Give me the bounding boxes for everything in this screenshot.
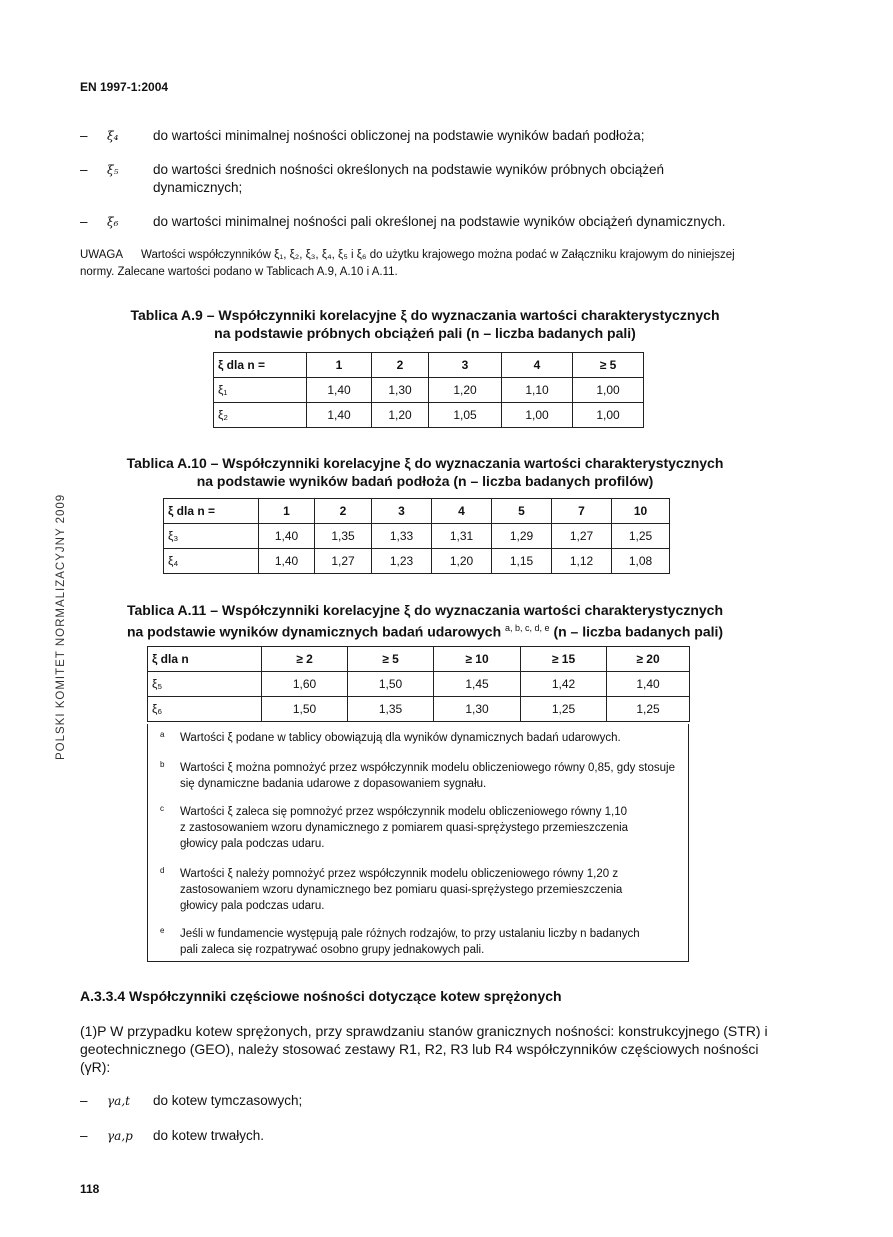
header-cell: ≥ 10: [434, 647, 521, 672]
table-cell: ξ₁: [214, 378, 307, 403]
table-cell: 1,35: [315, 524, 372, 549]
footnote-text: Jeśli w fundamencie występują pale różnych rodzajów, to przy ustalaniu liczby n badanych pali zaleca się rozpatrywać osobno grupy jednakowych pali.: [180, 928, 640, 956]
list-dash: –: [80, 128, 88, 143]
table-cell: 1,40: [307, 403, 372, 428]
document-header: EN 1997-1:2004: [80, 80, 169, 94]
header-cell: ≥ 15: [521, 647, 607, 672]
caption-text: (n – liczba badanych pali): [553, 623, 724, 640]
caption-line: na podstawie wyników badań podłoża (n – liczba badanych profilów): [196, 473, 654, 489]
table-cell: 1,50: [262, 697, 348, 722]
table-cell: 1,40: [307, 378, 372, 403]
table-a9-caption: [100, 306, 750, 342]
table-cell: 1,30: [434, 697, 521, 722]
table-cell: 1,20: [432, 549, 492, 574]
table-cell: 1,45: [434, 672, 521, 697]
list-symbol: ξ₅: [107, 163, 119, 177]
table-cell: 1,00: [502, 403, 573, 428]
table-a11-caption: [90, 601, 760, 641]
list-text: do kotew trwałych.: [153, 1128, 265, 1143]
list-text: do wartości średnich nośności określonych na podstawie wyników próbnych obciążeń dynamicznych;: [153, 162, 665, 195]
table-cell: ξ₂: [214, 403, 307, 428]
table-cell: 1,25: [612, 524, 670, 549]
list-symbol: ξ₆: [107, 215, 119, 229]
caption-line: Tablica A.9 – Współczynniki korelacyjne ξ do wyznaczania wartości charakterystycznych: [130, 307, 720, 323]
section-heading: A.3.3.4 Współczynniki częściowe nośności dotyczące kotew sprężonych: [80, 988, 562, 1004]
list-symbol: ξ₄: [107, 129, 119, 143]
table-header-row: [148, 647, 690, 672]
table-row: [214, 378, 644, 403]
table-cell: ξ₆: [148, 697, 262, 722]
note-label: UWAGA: [80, 249, 124, 261]
footnote-text: Wartości ξ zaleca się pomnożyć przez współczynnik modelu obliczeniowego równy 1,10 z zastosowaniem wzoru dynamicznego z pomiarem quasi-sprężystego przemieszczenia głowicy pala podczas udaru.: [180, 806, 629, 850]
header-cell: ξ dla n =: [214, 353, 307, 378]
footnote-mark: d: [160, 866, 165, 875]
caption-superscript: a, b, c, d, e: [505, 623, 550, 633]
list-dash: –: [80, 1093, 88, 1108]
side-watermark: POLSKI KOMITET NORMALIZACYJNY 2009: [55, 493, 67, 760]
list-dash: –: [80, 1128, 88, 1143]
note-text: Wartości współczynników ξ₁, ξ₂, ξ₃, ξ₄, ξ₅ i ξ₆ do użytku krajowego można podać w Załączniku krajowym do niniejszej normy. Zalecane wartości podano w Tablicach A.9, A.10 i A.11.: [80, 249, 735, 278]
list-text: do wartości minimalnej nośności pali określonej na podstawie wyników obciążeń dynamicznych.: [153, 214, 726, 229]
list-dash: –: [80, 214, 88, 229]
table-cell: ξ₄: [164, 549, 259, 574]
note: [80, 247, 770, 281]
header-cell: ≥ 2: [262, 647, 348, 672]
table-cell: 1,60: [262, 672, 348, 697]
header-cell: 7: [552, 499, 612, 524]
caption-line: na podstawie próbnych obciążeń pali (n – liczba badanych pali): [214, 325, 636, 341]
footnote-mark: e: [160, 926, 165, 935]
header-cell: ≥ 20: [607, 647, 690, 672]
caption-text: na podstawie wyników dynamicznych badań udarowych: [126, 623, 502, 640]
table-cell: ξ₃: [164, 524, 259, 549]
header-cell: 5: [492, 499, 552, 524]
list-text: do wartości minimalnej nośności obliczonej na podstawie wyników badań podłoża;: [153, 128, 645, 143]
table-cell: 1,30: [372, 378, 429, 403]
table-cell: 1,42: [521, 672, 607, 697]
footnote-mark: b: [160, 760, 165, 769]
table-cell: 1,00: [573, 403, 644, 428]
list-dash: –: [80, 162, 88, 177]
footnotes-box: [147, 724, 689, 962]
header-cell: 3: [372, 499, 432, 524]
table-cell: 1,08: [612, 549, 670, 574]
table-cell: 1,00: [573, 378, 644, 403]
list-symbol: γa,t: [107, 1094, 130, 1108]
header-cell: ξ dla n =: [164, 499, 259, 524]
table-cell: 1,50: [348, 672, 434, 697]
header-cell: 10: [612, 499, 670, 524]
table-cell: ξ₅: [148, 672, 262, 697]
caption-line: [90, 619, 760, 641]
page-number: 118: [80, 1182, 100, 1196]
table-cell: 1,31: [432, 524, 492, 549]
table-cell: 1,12: [552, 549, 612, 574]
table-cell: 1,10: [502, 378, 573, 403]
header-cell: 1: [307, 353, 372, 378]
table-row: [214, 403, 644, 428]
header-cell: 4: [502, 353, 573, 378]
table-cell: 1,05: [429, 403, 502, 428]
header-cell: 2: [372, 353, 429, 378]
table-cell: 1,40: [259, 524, 315, 549]
list-symbol: γa,p: [107, 1129, 133, 1143]
table-row: [148, 672, 690, 697]
table-header-row: [164, 499, 670, 524]
header-cell: 4: [432, 499, 492, 524]
header-cell: 1: [259, 499, 315, 524]
caption-line: Tablica A.11 – Współczynniki korelacyjne ξ do wyznaczania wartości charakterystycznych: [126, 602, 724, 618]
footnote-text: Wartości ξ podane w tablicy obowiązują dla wyników dynamicznych badań udarowych.: [180, 732, 621, 744]
table-cell: 1,33: [372, 524, 432, 549]
caption-line: Tablica A.10 – Współczynniki korelacyjne ξ do wyznaczania wartości charakterystycznych: [126, 455, 724, 471]
table-cell: 1,27: [552, 524, 612, 549]
footnote-mark: c: [160, 804, 164, 813]
table-row: [148, 697, 690, 722]
table-cell: 1,20: [429, 378, 502, 403]
footnote-mark: a: [160, 730, 165, 739]
table-cell: 1,40: [607, 672, 690, 697]
section-paragraph: (1)P W przypadku kotew sprężonych, przy sprawdzaniu stanów granicznych nośności: konstrukcyjnego (STR) i geotechnicznego (GEO), należy stosować zestawy R1, R2, R3 lub R4 współczynników częściowych nośności (γR):: [80, 1023, 768, 1075]
table-cell: 1,29: [492, 524, 552, 549]
table-cell: 1,23: [372, 549, 432, 574]
table-a9: [213, 352, 644, 428]
header-cell: ≥ 5: [573, 353, 644, 378]
header-cell: 2: [315, 499, 372, 524]
footnote-text: Wartości ξ należy pomnożyć przez współczynnik modelu obliczeniowego równy 1,20 z zastosowaniem wzoru dynamicznego bez pomiaru quasi-sprężystego przemieszczenia głowicy pala podczas udaru.: [180, 868, 623, 912]
table-cell: 1,25: [607, 697, 690, 722]
table-a10-caption: [90, 454, 760, 490]
header-cell: ξ dla n: [148, 647, 262, 672]
table-cell: 1,35: [348, 697, 434, 722]
table-row: [164, 549, 670, 574]
table-cell: 1,40: [259, 549, 315, 574]
table-cell: 1,15: [492, 549, 552, 574]
table-a10: [163, 498, 670, 574]
table-row: [164, 524, 670, 549]
table-header-row: [214, 353, 644, 378]
table-cell: 1,20: [372, 403, 429, 428]
table-cell: 1,27: [315, 549, 372, 574]
table-a11: [147, 646, 690, 722]
table-cell: 1,25: [521, 697, 607, 722]
list-text: do kotew tymczasowych;: [153, 1093, 303, 1108]
header-cell: 3: [429, 353, 502, 378]
header-cell: ≥ 5: [348, 647, 434, 672]
footnote-text: Wartości ξ można pomnożyć przez współczynnik modelu obliczeniowego równy 0,85, gdy stosuje się dynamiczne badania udarowe z dopasowaniem sygnału.: [180, 762, 675, 790]
